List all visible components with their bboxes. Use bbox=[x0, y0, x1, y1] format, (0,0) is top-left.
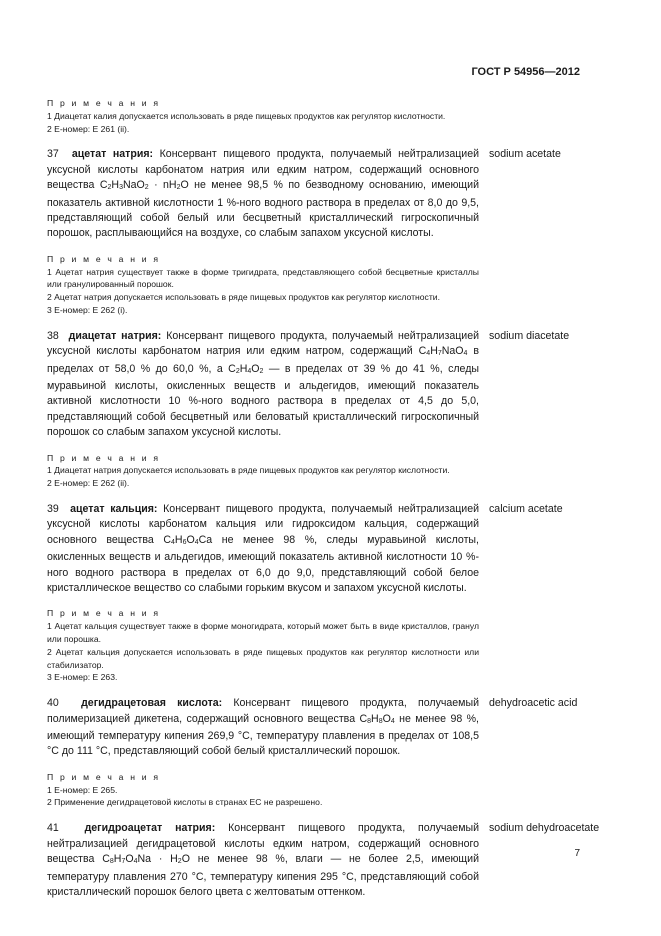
entry-definition: Консервант пищевого продукта, получаемый нейтрализацией уксусной кислоты карбонатом кальция или гидроксидом кальция, содержащий основного вещества $C_4H_6O_4Ca$ не менее 98 %, следы муравьиной кислоты, окисленных веществ и альдегидов, имеющий показатель активной кислотности 10 %-ного водного раствора в пределах от 6,0 до 9,0, представляющий собой белое кристаллическое вещество со слабыми горьким вкусом и запахом уксусной кислоты. bbox=[47, 503, 480, 595]
term-entry bbox=[47, 329, 570, 441]
note-item: 3 E-номер: E 262 (i). bbox=[47, 305, 128, 316]
notes-title: П р и м е ч а н и я bbox=[47, 608, 161, 619]
english-term: sodium acetate bbox=[489, 148, 561, 161]
notes-title: П р и м е ч а н и я bbox=[47, 253, 161, 264]
notes-title: П р и м е ч а н и я bbox=[47, 98, 161, 108]
term-entry bbox=[47, 502, 563, 596]
standard-header: ГОСТ Р 54956—2012 bbox=[471, 66, 580, 78]
note-item: 1 Диацетат натрия допускается использовать в ряде пищевых продуктов как регулятор кислотности. bbox=[47, 465, 450, 476]
note-item: 2 Ацетат натрия допускается использовать в ряде пищевых продуктов как регулятор кислотности. bbox=[47, 292, 440, 303]
note-item: 2 Применение дегидрацетовой кислоты в странах ЕС не разрешено. bbox=[47, 797, 323, 808]
entry-definition: Консервант пищевого продукта, получаемый нейтрализацией уксусной кислоты карбонатом натрия или едким натром, содержащий основного вещества $C_2H_3NaO_2 \cdot nH_2O$ не менее 98,5 % по безводному основанию, имеющий показатель активной кислотности 1 %-ного водного раствора в пределах от 8,0 до 9,5, представляющий собой белый или бесцветный кристаллический гигроскопичный порошок, расплывающийся на воздухе, со слабым запахом уксусной кислоты. bbox=[47, 148, 480, 240]
notes-block bbox=[47, 452, 479, 490]
english-term: dehydroacetic acid bbox=[489, 697, 578, 710]
note-item: 2 E-номер: E 262 (ii). bbox=[47, 478, 130, 489]
notes-title: П р и м е ч а н и я bbox=[47, 771, 161, 782]
entry-term: дегидрацетовая кислота: bbox=[81, 697, 223, 710]
entry-number: 37 bbox=[47, 148, 59, 161]
notes-block bbox=[47, 771, 479, 809]
english-term: calcium acetate bbox=[489, 503, 563, 516]
term-entry bbox=[47, 821, 600, 900]
entry-definition: Консервант пищевого продукта, получаемый нейтрализацией дегидрацетовой кислоты едким натром, содержащий основного вещества $C_8H_7O_4Na \cdot H_2O$ не менее 98 %, влаги — не более 2,5, имеющий температуру плавления 270 °С, температуру кипения 295 °С, представляющий собой кристаллический порошок белого цвета с желтоватым оттенком. bbox=[47, 822, 480, 898]
notes-block bbox=[47, 607, 479, 684]
page-number: 7 bbox=[574, 848, 580, 859]
notes-block bbox=[47, 253, 479, 317]
entry-definition: Консервант пищевого продукта, получаемый полимеризацией дикетена, содержащий основного вещества $C_8H_8O_4$ не менее 98 %, имеющий температуру кипения 269,9 °С, температуру плавления в пределах от 108,5 °С до 111 °С, представляющий собой белый кристаллический порошок. bbox=[47, 697, 479, 758]
entry-term: ацетат натрия: bbox=[71, 148, 154, 161]
note-item: 2 E-номер: E 261 (ii). bbox=[47, 123, 130, 134]
entry-definition: Консервант пищевого продукта, получаемый нейтрализацией уксусной кислоты карбонатом натрия или едким натром, содержащий $C_4H_7NaO_4$ в пределах от 58,0 % до 60,0 %, а $C_2H_4O_2$ — в пределах от 39 % до 41 %, следы муравьиной кислоты, окисленных веществ и альдегидов, имеющий показатель активной кислотности 10 %-ного водного раствора в пределах от 4,5 до 5,0, представляющий собой бесцветный или беловатый кристаллический гигроскопичный порошок со слабым запахом уксусной кислоты. bbox=[47, 329, 479, 439]
entry-term: диацетат натрия: bbox=[68, 329, 162, 342]
note-item: 1 Диацетат калия допускается использовать в ряде пищевых продуктов как регулятор кислотности. bbox=[47, 110, 446, 121]
term-entry bbox=[47, 696, 578, 760]
notes-title: П р и м е ч а н и я bbox=[47, 452, 161, 463]
entry-term: ацетат кальция: bbox=[70, 503, 158, 516]
note-item: 2 Ацетат кальция допускается использовать в ряде пищевых продуктов как регулятор кислотности или стабилизатор. bbox=[47, 646, 479, 670]
notes-block bbox=[47, 97, 479, 135]
term-entry bbox=[47, 147, 561, 241]
entry-term: дегидроацетат натрия: bbox=[84, 822, 216, 835]
note-item: 1 Ацетат кальция существует также в форме моногидрата, который может быть в виде кристаллов, гранул или порошка. bbox=[47, 621, 479, 645]
english-term: sodium dehydroacetate bbox=[489, 822, 600, 835]
entry-number: 39 bbox=[47, 503, 59, 516]
english-term: sodium diacetate bbox=[489, 329, 570, 342]
note-item: 1 E-номер: E 265. bbox=[47, 784, 118, 795]
note-item: 3 E-номер: E 263. bbox=[47, 672, 118, 683]
note-item: 1 Ацетат натрия существует также в форме тригидрата, представляющего собой бесцветные кристаллы или гранулированный порошок. bbox=[47, 266, 479, 290]
entry-number: 38 bbox=[47, 329, 59, 342]
document-body bbox=[47, 97, 600, 911]
entry-number: 40 bbox=[47, 697, 59, 710]
entry-number: 41 bbox=[47, 822, 59, 835]
